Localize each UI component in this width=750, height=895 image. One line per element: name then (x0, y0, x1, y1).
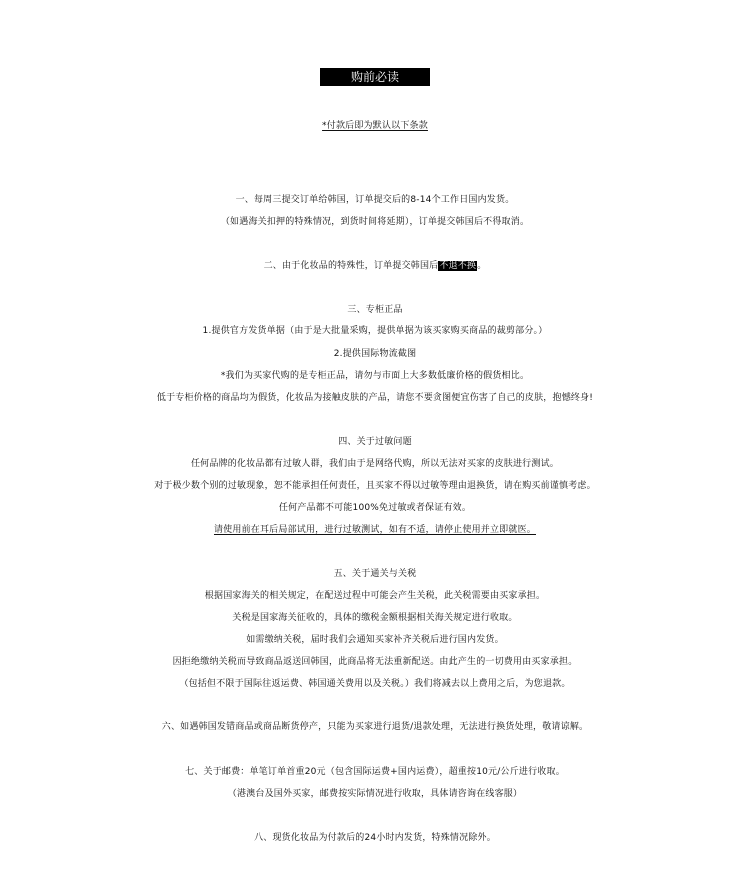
section-5-line-4: 因拒绝缴纳关税而导致商品返送回韩国，此商品将无法重新配送。由此产生的一切费用由买家承担。 (172, 657, 578, 667)
section-1-line-1: 一、每周三提交订单给韩国，订单提交后的8-14个工作日国内发货。 (235, 195, 515, 205)
section-2-line (0, 258, 750, 274)
no-return-highlight: 不退不换 (439, 261, 477, 271)
section-4-line-4: 请使用前在耳后局部试用，进行过敏测试，如有不适，请停止使用并立即就医。 (213, 525, 536, 535)
subtitle: *付款后即为默认以下条款 (322, 121, 428, 131)
section-4-line-3: 任何产品都不可能100%免过敏或者保证有效。 (278, 503, 472, 513)
section-7-line-1: 七、关于邮费：单笔订单首重20元（包含国际运费+国内运费），超重按10元/公斤进行收取。 (185, 767, 565, 777)
section-5-line-2: 关税是国家海关征收的，具体的缴税金额根据相关海关规定进行收取。 (232, 613, 518, 623)
section-3-line-4: 低于专柜价格的商品均为假货，化妆品为接触皮肤的产品，请您不要贪图便宜伤害了自己的皮肤，抱憾终身! (156, 393, 594, 403)
section-2-text: 二、由于化妆品的特殊性，订单提交韩国后 (263, 261, 439, 271)
section-4-line-1: 任何品牌的化妆品都有过敏人群，我们由于是网络代购，所以无法对买家的皮肤进行测试。 (190, 459, 559, 469)
section-4-line-2: 对于极少数个别的过敏现象，恕不能承担任何责任，且买家不得以过敏等理由退换货，请在购买前谨慎考虑。 (154, 481, 596, 491)
section-3-title: 三、专柜正品 (347, 305, 403, 315)
section-3-line-1: 1.提供官方发货单据（由于是大批量采购，提供单据为该买家购买商品的裁剪部分。） (202, 326, 548, 336)
section-8-line: 八、现货化妆品为付款后的24小时内发货，特殊情况除外。 (254, 833, 496, 843)
section-3-line-3: *我们为买家代购的是专柜正品，请勿与市面上大多数低廉价格的假货相比。 (220, 371, 530, 381)
section-7-line-2: （港澳台及国外买家，邮费按实际情况进行收取，具体请咨询在线客服） (227, 789, 523, 799)
section-4-title: 四、关于过敏问题 (338, 437, 412, 447)
section-5-title: 五、关于通关与关税 (333, 569, 417, 579)
section-3-line-2: 2.提供国际物流截图 (333, 349, 417, 359)
section-1-line-2: （如遇海关扣押的特殊情况，到货时间将延期），订单提交韩国后不得取消。 (220, 217, 530, 227)
section-5-line-5: （包括但不限于国际往返运费、韩国通关费用以及关税。）我们将减去以上费用之后，为您退款。 (179, 679, 571, 689)
section-5-line-1: 根据国家海关的相关规定，在配送过程中可能会产生关税，此关税需要由买家承担。 (204, 591, 546, 601)
page-title: 购前必读 (320, 68, 430, 86)
section-5-line-3: 如需缴纳关税，届时我们会通知买家补齐关税后进行国内发货。 (246, 635, 504, 645)
section-2-period: 。 (477, 261, 487, 271)
section-6-line: 六、如遇韩国发错商品或商品断货停产，只能为买家进行退货/退款处理，无法进行换货处理，敬请谅解。 (161, 722, 589, 732)
